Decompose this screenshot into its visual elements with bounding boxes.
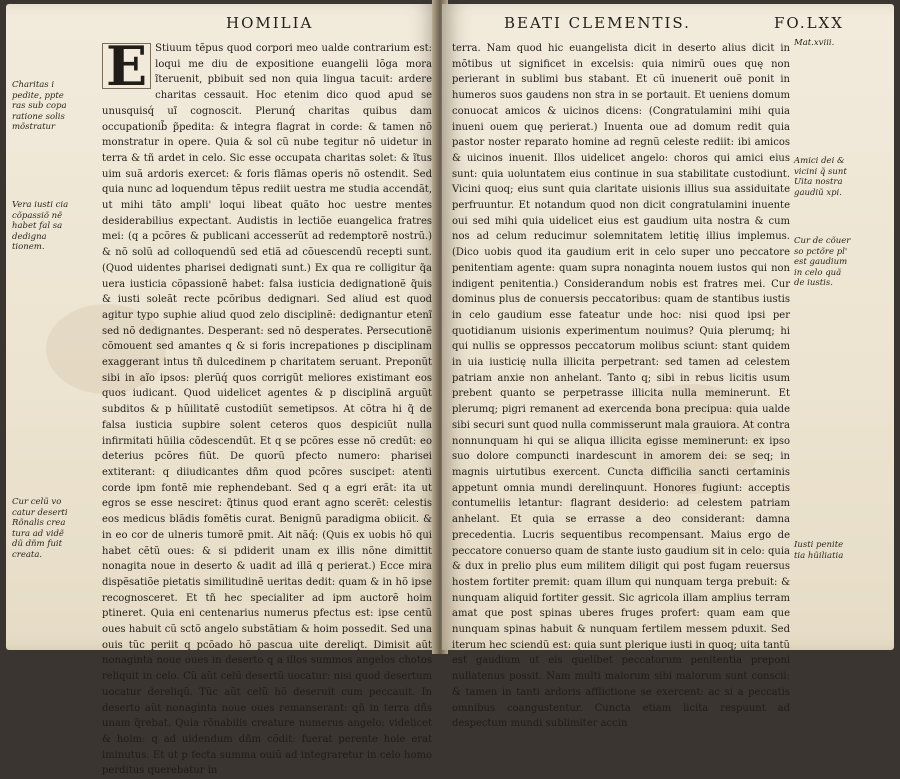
right-marginal-note-2: Amici dei & vicini q̃ sunt Uita nostra gaudiũ xpi. bbox=[794, 156, 847, 198]
right-page-body: terra. Nam quod hic euangelista dicit in deserto alius dicit in mõtibus ut significet in excelsis: quia nimirũ oues quę non perierant in sublimi bus stabant. Et cũ inuenerit ouẽ ponit in humeros suos gaudens non stra in se portauit. Et ueniens domum conuocat amicos & uicinos dicens: (Congratulamini mihi quia inueni ouem quę perierat.) Inuenta oue ad domum redit quia pastor noster reparato homine ad regnũ celeste rediit: ibi amicos & uicinos inuenit. Illos uidelicet angelo: choros qui amici eius sunt: quia uoluntatem eius continue in sua stabilitate custodiunt. Vicini quoq; eius sunt quia claritate uisionis illius sua assiduitate perfruuntur. Et notandum quod non dicit congratulamini inuente oui sed mihi quia uidelicet eius est gaudium uita nostra & cum nos ad celum reducimur solemnitatem letitię illius implemus. (Dico uobis quod ita gaudium erit in celo super uno peccatore penitentiam agente: quam supra nonaginta nouem iustos qui non indigent penitentia.) Considerandum nobis est fratres mei. Cur dominus plus de conuersis peccatoribus: quam de stantibus iustis in celo gaudium esse fateatur unde hoc: nisi quod ipsi per quotidianum uisionis experimentum nouimus? Quia plerumq; hi qui nullis se oppressos peccatorum molibus sciunt: stant quidem in uia iusticię nulla illicita perpetrant: sed tamen ad celestem patriam anxie non anhelant. Tanto q; sibi in rebus licitis usum prebent quanto se perpetrasse illicita nulla meminerunt. Et plerumq; pigri remanent ad exercenda bona precipua: quia ualde sibi securi sunt quod nulla commisserunt mala grauiora. At contra nonnunquam hi qui se aliqua illicita egisse meminerunt: ex ipso suo dolore compuncti inardescunt in amorem dei: se seq; in magnis uirtutibus exercent. Cuncta difficilia sancti certaminis appetunt omnia mundi derelinquunt. Honores fugiunt: acceptis contumeliis letantur: flagrant desiderio: ad celestem patriam anhelant. Et quia se errasse a deo considerant: damna precedentia. Lucris sequentibus recompensant. Maius ergo de peccatore conuerso quam de stante iusto gaudium sit in celo: quia & dux in prelio plus eum militem diligit qui post fugam reuersus hostem fortiter premit: quam illum qui nunquam terga prebuit: & nunquam aliquid fortiter gessit. Sic agricola illam amplius terram amat que post spinas uberes fruges profert: quam eam que nunquam spinas habuit & nunquam fertilem messem pduxit. Sed iterum hec sciendũ est: quia sunt plerique iusti in quoq; uita tantũ est gaudium ut eis quelibet peccatorum penitentia preponi nullatenus possit. Nam multi malorum sibi malorum sunt conscii: & tamen in tanti ardoris afflictione se exercent: ac si a peccatis omnibus coangustentur. Cuncta etiam licita respuunt ad despectum mundi sublimiter accin bbox=[452, 43, 790, 730]
left-text-column bbox=[102, 34, 432, 779]
drop-cap-initial: E bbox=[102, 43, 151, 89]
right-page bbox=[442, 4, 894, 730]
left-marginal-note-3: Cur celũ vo catur deserti Rõnalis crea tura ad vidẽ dũ dñm fuit creata. bbox=[12, 497, 68, 560]
left-marginal-note-2: Vera iusti cia cõpassiõ nẽ habet fal sa dedigna tionem. bbox=[12, 200, 69, 252]
left-page bbox=[6, 4, 438, 777]
right-running-header: BEATI CLEMENTIS. bbox=[504, 14, 691, 32]
right-text-column bbox=[452, 41, 790, 732]
left-page-body: Stiuum tẽpus quod corpori meo ualde contrarium est: loqui me diu de expositione euangelii lõga mora ĩteruenit, pbibuit sed non quia lingua tacuit: ardere charitas cessauit. Hoc etenim dico quod apud se unusquisq́ uĩ cognoscit. Plerunq́ charitas quibus dam occupationib̃ p̃pedita: & integra flagrat in corde: & tamen nõ monstratur in opere. Quia & sol cũ nube tegitur nõ uidetur in terra & tñ ardet in celo. Sic esse occupata charitas solet: & ĩtus uim suã ardoris exercet: & foris flãmas operis nõ ostendit. Sed quia nunc ad loquendum tẽpus rediit uestra me studia accendãt, ut mihi tãto ampli' loqui libeat quãto hoc uestre mentes desiderabilius expectant. Audistis in lectiõe euangelica fratres mei: (q a pcõres & publicani accesserũt ad redemptorẽ nostrũ.) & nõ solũ ad colloquendũ sed etiã ad cõuescendũ recepti sunt. (Quod uidentes pharisei dedignati sunt.) Ex qua re colligitur q̃a uera iusticia cõpassionẽ habet: falsa iusticia dedignationẽ q̃uis & iusti soleãt recte pcõribus dedignari. Sed aliud est quod agitur typo suphie aliud quod zelo disciplinẽ: dedignantur etenĩ sed nõ dedignantes. Desperant: sed nõ desperates. Persecutionẽ cõmouent sed amantes q & si foris increpationes p disciplinam exaggerant intus tñ dulcedinem p charitatem seruant. Preponũt sibi in aĩo ipsos: plerũq́ quos corrigũt meliores existimant eos quos iudicant. Quod uidelicet agentes & p disciplinã arguũt subditos & p hũilitatẽ custodiũt semetipsos. At cõtra hi q̃ de falsa iusticia supbire solent ceteros quos despiciũt nulla infirmitati hũilia cõdescendũt. Et q se pcõres esse nõ credũt: eo deterius pcõres fiũt. De quorũ pfecto numero: pharisei extiterant: q diiudicantes dñm quod pcõres suscipet: atenti corde ipm fontẽ mie rephendebant. Sed q a egri erãt: ita ut egros se esse nesciret: q̃tinus quod erant agno scerẽt: celestis eos medicus blãdis fomẽtis curat. Benignũ paradigma obiicit. & in eo cor de ulneris tumorẽ pmit. Ait nãq́: (Quis ex uobis hõ qui habet cẽtũ oues: & si pdiderit unam ex illis nõne dimittit nonagita noue in deserto & uadit ad illã q perierat.) Ecce mira dispẽsatiõe pietatis similitudinẽ ueritas dedit: quam & in hõ ipse recognosceret. Et tñ hec specialiter ad ipm auctorẽ hoim ptineret. Quia eni centenarius numerus pfectus est: ipse centũ oues habuit cũ sctõ angelo substãtiam & hoim possedit. Sed una ouis tũc periit q pcõado hõ pascua uite dereliqt. Dimisit aũt nonaginta noue oues in deserto q a illos summos angelos chotos reliquit in celo. Cũ aũt celũ desertũ uocatur: nisi quod desertum uocatur dereliqũ. Tũc aũt celũ hõ deseruit cum peccauit. In deserto aũt nonaginta noue oues remanserant: qñ in terra dñs unam q̃rebat. Quia rõnabilis creature numerus angelo: videlicet & hoim: q ad uidendum dñm cõdit: fuerat perente hoie erat iminutus. Et ut p fecta summa ouiũ ad integraretur in celo homo perditus querebatur in bbox=[102, 43, 432, 777]
left-marginal-note-1: Charitas i pedite, ppte ras sub copa ratione solis mõstratur bbox=[12, 80, 67, 132]
folio-number: FO.LXX bbox=[774, 14, 844, 32]
right-marginal-note-1: Mat.xviii. bbox=[794, 38, 835, 48]
right-marginal-note-4: Iusti penite tia hũiliatia bbox=[794, 540, 844, 561]
right-marginal-note-3: Cur de cõuer so pctõre pl' est gaudium in celo quã de iustis. bbox=[794, 236, 851, 288]
left-running-header: HOMILIA bbox=[226, 14, 314, 32]
